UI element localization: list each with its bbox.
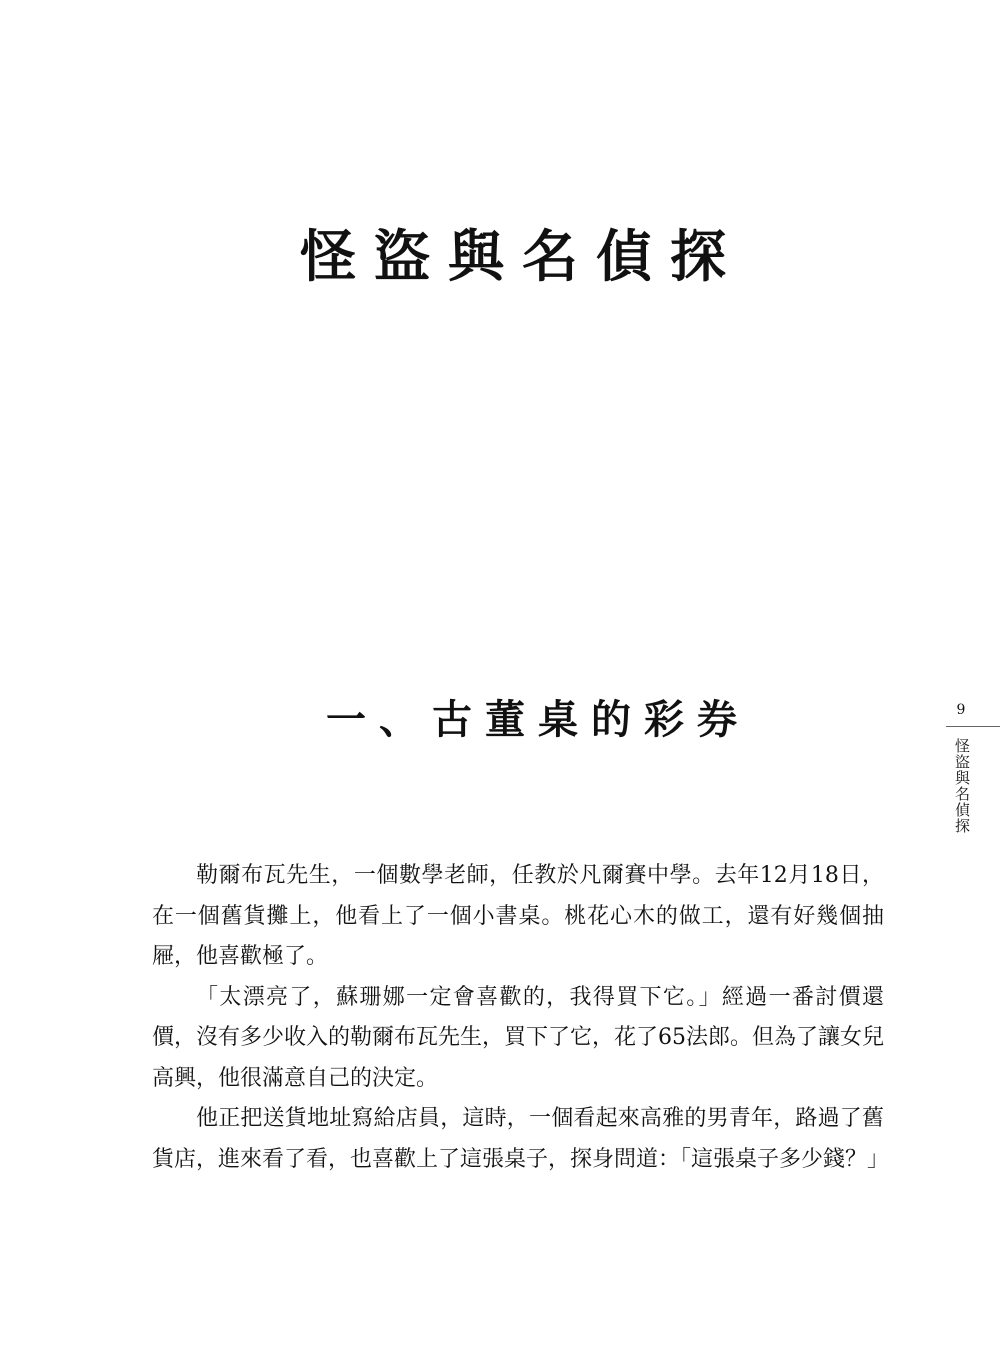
margin-divider	[946, 726, 1000, 727]
book-title: 怪盜與名偵探	[300, 224, 744, 290]
paragraph: 「太漂亮了，蘇珊娜一定會喜歡的，我得買下它。」經過一番討價還價，沒有多少收入的勒爾布瓦先生，買下了它，花了65法郎。但為了讓女兒高興，他很滿意自己的決定。	[152, 984, 884, 1091]
chapter-title: 一、古董桌的彩券	[326, 696, 750, 743]
paragraph: 他正把送貨地址寫給店員，這時，一個看起來高雅的男青年，路過了舊貨店，進來看了看，也喜歡上了這張桌子，探身問道：「這張桌子多少錢？」	[152, 1106, 890, 1172]
body-text	[152, 856, 890, 1180]
page-number: 9	[956, 702, 966, 718]
paragraph: 勒爾布瓦先生，一個數學老師，任教於凡爾賽中學。去年12月18日，在一個舊貨攤上，他看上了一個小書桌。桃花心木的做工，還有好幾個抽屜，他喜歡極了。	[152, 863, 884, 969]
running-head: 怪盜與名偵探	[953, 738, 971, 834]
